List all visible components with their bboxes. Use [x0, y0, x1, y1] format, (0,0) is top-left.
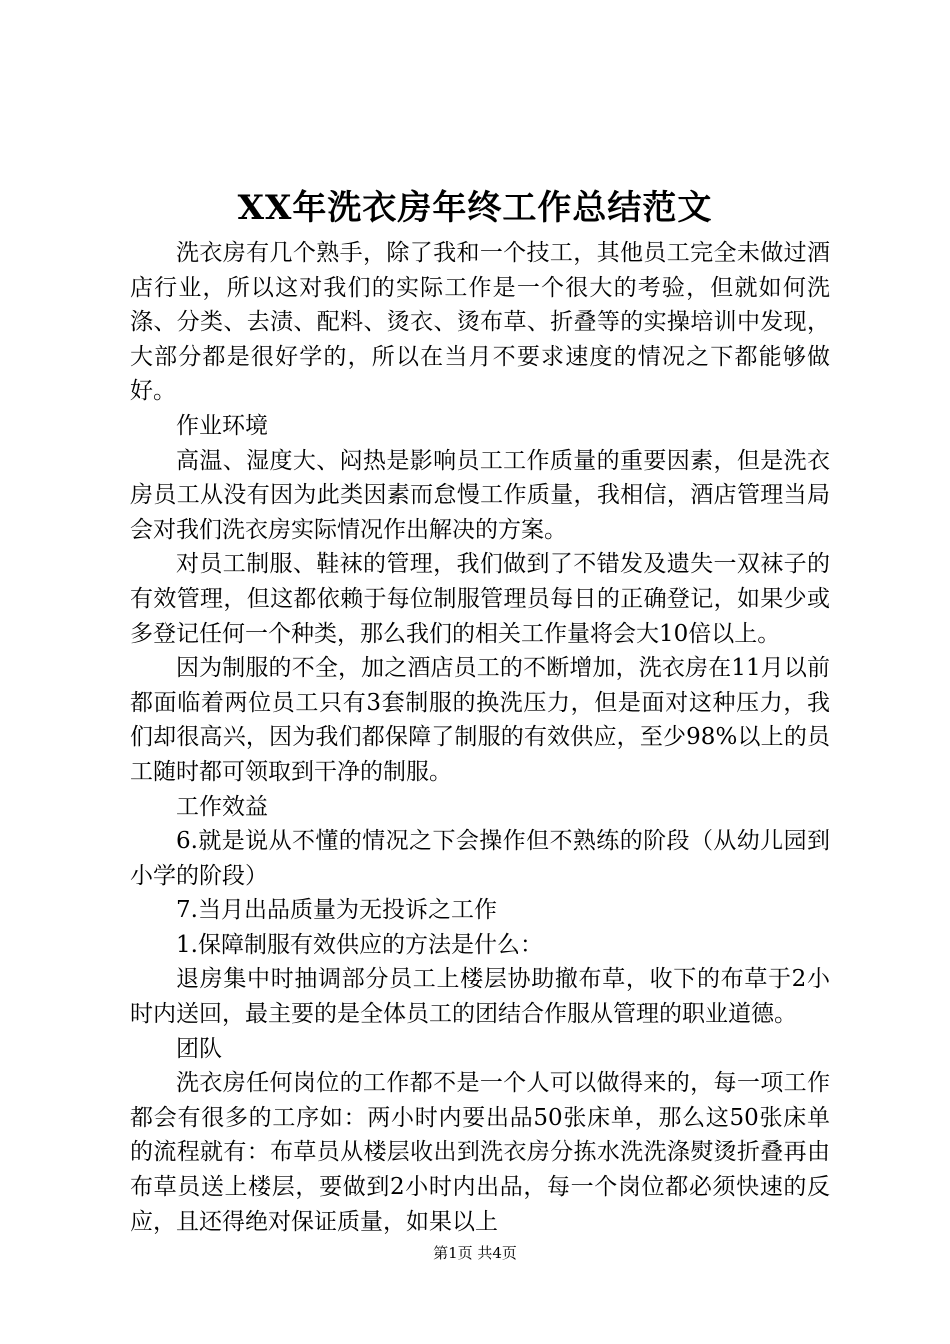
document-title: XX年洗衣房年终工作总结范文 — [237, 188, 713, 228]
list-item: 6.就是说从不懂的情况之下会操作但不熟练的阶段（从幼儿园到小学的阶段） — [130, 828, 830, 889]
document-body — [130, 236, 830, 1239]
paragraph: 洗衣房有几个熟手，除了我和一个技工，其他员工完全未做过酒店行业，所以这对我们的实际工作是一个很大的考验，但就如何洗涤、分类、去渍、配料、烫衣、烫布草、折叠等的实操培训中发现，大部分都是很好学的，所以在当月不要求速度的情况之下都能够做好。 — [130, 240, 830, 405]
page-footer: 第1页 共4页 — [433, 1244, 517, 1262]
paragraph: 对员工制服、鞋袜的管理，我们做到了不错发及遗失一双袜子的有效管理，但这都依赖于每位制服管理员每日的正确登记，如果少或多登记任何一个种类，那么我们的相关工作量将会大10倍以上。 — [130, 551, 830, 647]
paragraph: 洗衣房任何岗位的工作都不是一个人可以做得来的，每一项工作都会有很多的工序如：两小时内要出品50张床单，那么这50张床单的流程就有：布草员从楼层收出到洗衣房分拣水洗洗涤熨烫折叠再由布草员送上楼层，要做到2小时内出品，每一个岗位都必须快速的反应，且还得绝对保证质量，如果以上 — [130, 1070, 830, 1235]
list-item: 7.当月出品质量为无投诉之工作 — [176, 897, 497, 924]
paragraph: 退房集中时抽调部分员工上楼层协助撤布草，收下的布草于2小时内送回，最主要的是全体员工的团结合作服从管理的职业道德。 — [130, 966, 830, 1028]
paragraph: 因为制服的不全，加之酒店员工的不断增加，洗衣房在11月以前都面临着两位员工只有3套制服的换洗压力，但是面对这种压力，我们却很高兴，因为我们都保障了制服的有效供应，至少98%以上的员工随时都可领取到干净的制服。 — [130, 655, 830, 785]
list-item: 1.保障制服有效供应的方法是什么： — [176, 931, 543, 958]
section-heading: 作业环境 — [176, 412, 268, 439]
section-heading: 工作效益 — [176, 793, 268, 820]
section-heading: 团队 — [176, 1035, 222, 1062]
paragraph: 高温、湿度大、闷热是影响员工工作质量的重要因素，但是洗衣房员工从没有因为此类因素而怠慢工作质量，我相信，酒店管理当局会对我们洗衣房实际情况作出解决的方案。 — [130, 447, 830, 543]
